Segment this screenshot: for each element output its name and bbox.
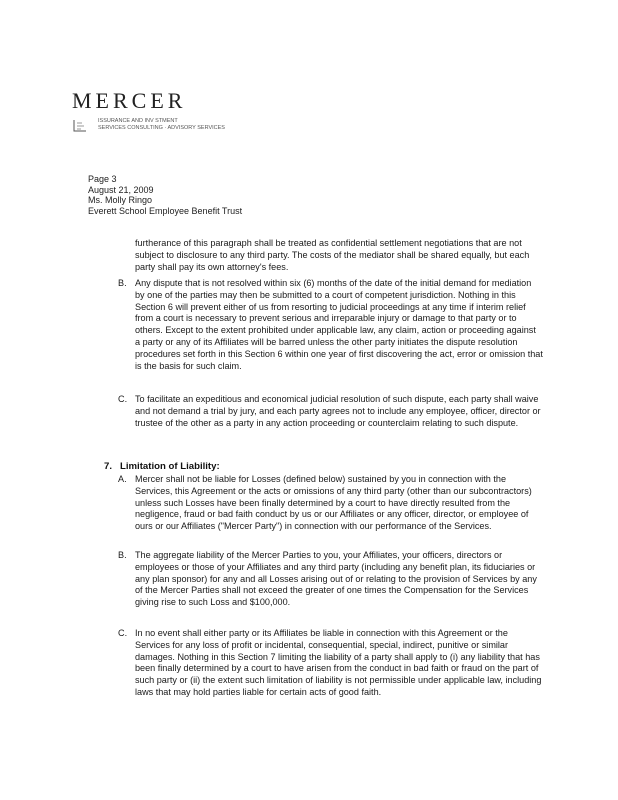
office-line-2: SERVICES CONSULTING · ADVISORY SERVICES [98, 125, 225, 131]
item-marker: C. [118, 628, 128, 638]
item-text: Mercer shall not be liable for Losses (defined below) sustained by you in connection with the Services, this Agreement or the acts or omissions of any third party (other than our subcontractors) unless such Losses have been finally determined by a court to have directly resulted from the negligence, fraud or bad faith conduct by us or our Affiliates or any officer, director, or employee of ours or our Affiliates ("Mercer Party") in connection with our performance of the Services. [135, 474, 532, 532]
firm-emblem-icon [72, 118, 90, 134]
section6-item-b [118, 278, 543, 372]
item-text: In no event shall either party or its Affiliates be liable in connection with this Agreement or the Services for any loss of profit or incidental, consequential, special, indirect, punitive or similar damages. Nothing in this Section 7 limiting the liability of a party shall apply to (i) any liability that has been finally determined by a court to have arisen from the conduct in bad faith or fraud on the part of such party or (ii) the extent such limitation of liability is not permissible under applicable law, including laws that may hold parties liable for certain acts of good faith. [135, 628, 542, 697]
recipient-name: Ms. Molly Ringo [88, 195, 153, 205]
page-number: Page 3 [88, 174, 117, 184]
letter-date: August 21, 2009 [88, 184, 154, 195]
mercer-logo: MERCER [72, 88, 187, 113]
section-title: Limitation of Liability: [120, 461, 220, 472]
section6-item-c [118, 394, 543, 429]
section-number: 7. [104, 461, 113, 472]
item-text: To facilitate an expeditious and economical judicial resolution of such dispute, each party shall waive and not demand a trial by jury, and each party agrees not to include any employee, officer, director or trustee of the other as a party in any action proceeding or counterclaim relating to such dispute. [135, 394, 541, 428]
section7-item-a [118, 474, 543, 533]
item-marker: C. [118, 394, 128, 404]
office-block [72, 118, 232, 134]
section7-heading [104, 461, 220, 472]
letter-header [88, 174, 242, 216]
item-text: Any dispute that is not resolved within six (6) months of the date of the initial demand for mediation by one of the parties may then be submitted to a court of competent jurisdiction. Nothing in this Section 6 will prevent either of us from resorting to judicial proceedings at any time if interim relief from a court is necessary to prevent serious and irreparable injury or damage to that party or to others. Except to the extent prohibited under applicable law, any claim, action or proceeding against a party or any of its Affiliates will be barred unless the other party initiates the dispute resolution procedures set forth in this Section 6 within one year of first discovering the act, error or omission that is the basis for such claim. [135, 278, 543, 371]
item-text: The aggregate liability of the Mercer Parties to you, your Affiliates, your officers, directors or employees or those of your Affiliates and any third party (including any benefit plan, its fiduciaries or any plan sponsor) for any and all Losses arising out of or relating to the provision of Services by any of the Mercer Parties shall not exceed the greater of one times the Compensation for the Services giving rise to such Loss and $100,000. [135, 550, 537, 608]
item-marker: A. [118, 474, 127, 484]
section7-item-b [118, 550, 543, 609]
office-line-1: ISSURANCE AND INV STMENT [98, 118, 178, 124]
section7-item-c [118, 628, 543, 699]
recipient-organization: Everett School Employee Benefit Trust [88, 205, 243, 216]
office-address [98, 118, 225, 132]
item-marker: B. [118, 278, 127, 288]
section6-continued-paragraph: furtherance of this paragraph shall be treated as confidential settlement negotiations that are not subject to disclosure to any third party. The costs of the mediator shall be shared equally, but each party shall pay its own attorney's fees. [135, 238, 530, 272]
item-marker: B. [118, 550, 127, 560]
